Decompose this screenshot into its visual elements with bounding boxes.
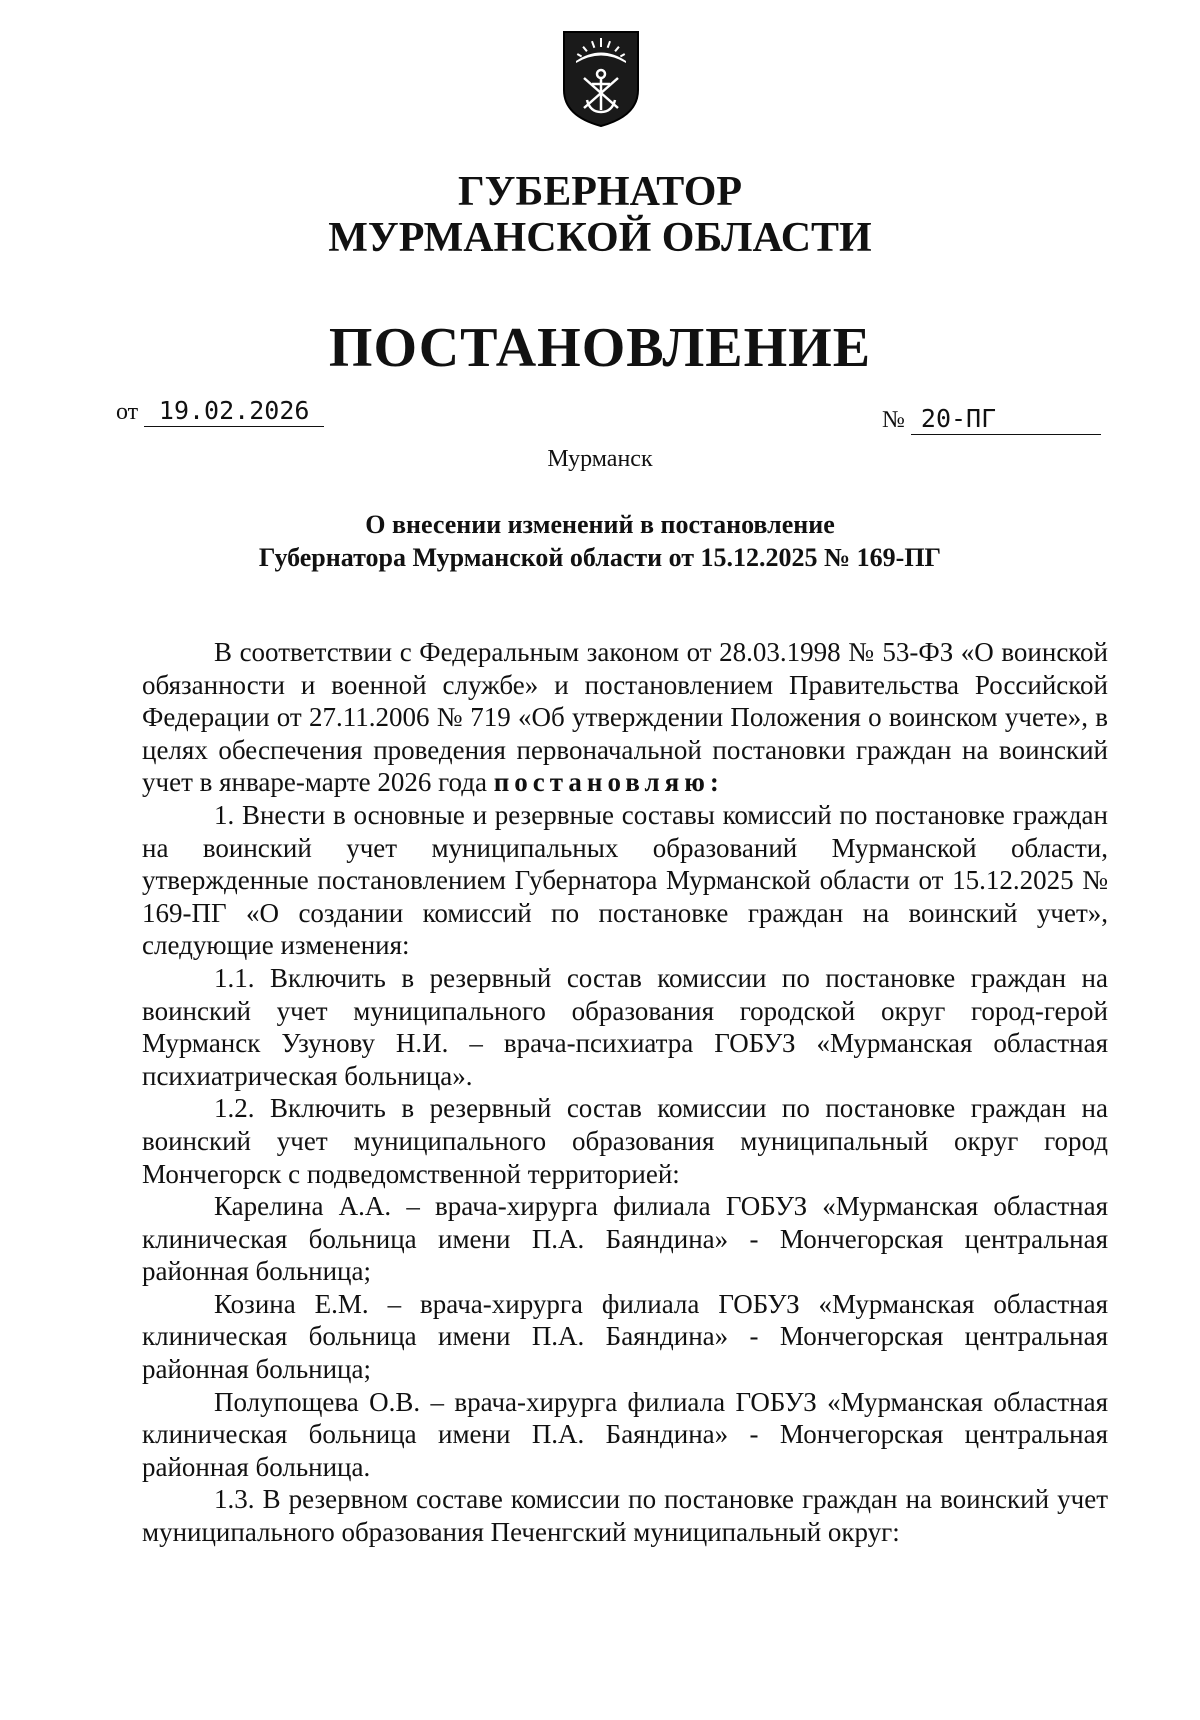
document-type-title: ПОСТАНОВЛЕНИЕ: [328, 317, 872, 379]
preamble-paragraph: [142, 636, 1108, 799]
person-entry-3: Полупощева О.В. – врача-хирурга филиала ГОБУЗ «Мурманская областная клиническая больница имени П.А. Баяндина» - Мончегорская центральная районная больница.: [142, 1386, 1108, 1482]
person-entry-1: Карелина А.А. – врача-хирурга филиала ГОБУЗ «Мурманская областная клиническая больница имени П.А. Баяндина» - Мончегорская центральная районная больница;: [142, 1191, 1108, 1287]
paragraph-1-1: 1.1. Включить в резервный состав комиссии по постановке граждан на воинский учет муниципального образования городской округ город-герой Мурманск Узунову Н.И. – врача-психиатра ГОБУЗ «Мурманская областная психиатрическая больница».: [142, 962, 1108, 1091]
document-date: [116, 396, 324, 427]
paragraph-1-3: 1.3. В резервном составе комиссии по постановке граждан на воинский учет муниципального образования Печенгский муниципальный округ:: [142, 1484, 1108, 1548]
document-subject: [0, 508, 1200, 574]
number-value: 20-ПГ: [911, 404, 1101, 435]
city-name: Мурманск: [547, 446, 653, 472]
murmansk-region-coat-of-arms-icon: [560, 28, 642, 128]
document-number: [882, 404, 1101, 435]
date-prefix: от: [116, 399, 139, 425]
paragraph-1-2: 1.2. Включить в резервный состав комиссии по постановке граждан на воинский учет муниципального образования муниципальный округ город Мончегорск с подведомственной территорией:: [142, 1093, 1108, 1189]
authority-title-line1: ГУБЕРНАТОР: [457, 169, 743, 215]
paragraph-1: 1. Внести в основные и резервные составы комиссий по постановке граждан на воинский учет муниципальных образований Мурманской области, утвержденные постановлением Губернатора Мурманской области от 15.12.2025 № 169-ПГ «О создании комиссий по постановке граждан на воинский учет», следующие изменения:: [142, 799, 1108, 961]
authority-title-line2: МУРМАНСКОЙ ОБЛАСТИ: [328, 215, 872, 261]
number-prefix: №: [882, 407, 905, 433]
preamble-text: В соответствии с Федеральным законом от 28.03.1998 № 53-ФЗ «О воинской обязанности и военной службе» и постановлением Правительства Российской Федерации от 27.11.2006 № 719 «Об утверждении Положения о воинском учете», в целях обеспечения проведения первоначальной постановки граждан на воинский учет в январе-марте 2026 года: [142, 637, 1108, 798]
document-body: [142, 636, 1108, 1549]
date-value: 19.02.2026: [144, 396, 324, 427]
subject-line1: О внесении изменений в постановление: [365, 510, 835, 539]
decree-word: постановляю:: [493, 767, 724, 798]
person-entry-2: Козина Е.М. – врача-хирурга филиала ГОБУЗ «Мурманская областная клиническая больница имени П.А. Баяндина» - Мончегорская центральная районная больница;: [142, 1288, 1108, 1385]
subject-line2: Губернатора Мурманской области от 15.12.2025 № 169-ПГ: [258, 543, 942, 572]
